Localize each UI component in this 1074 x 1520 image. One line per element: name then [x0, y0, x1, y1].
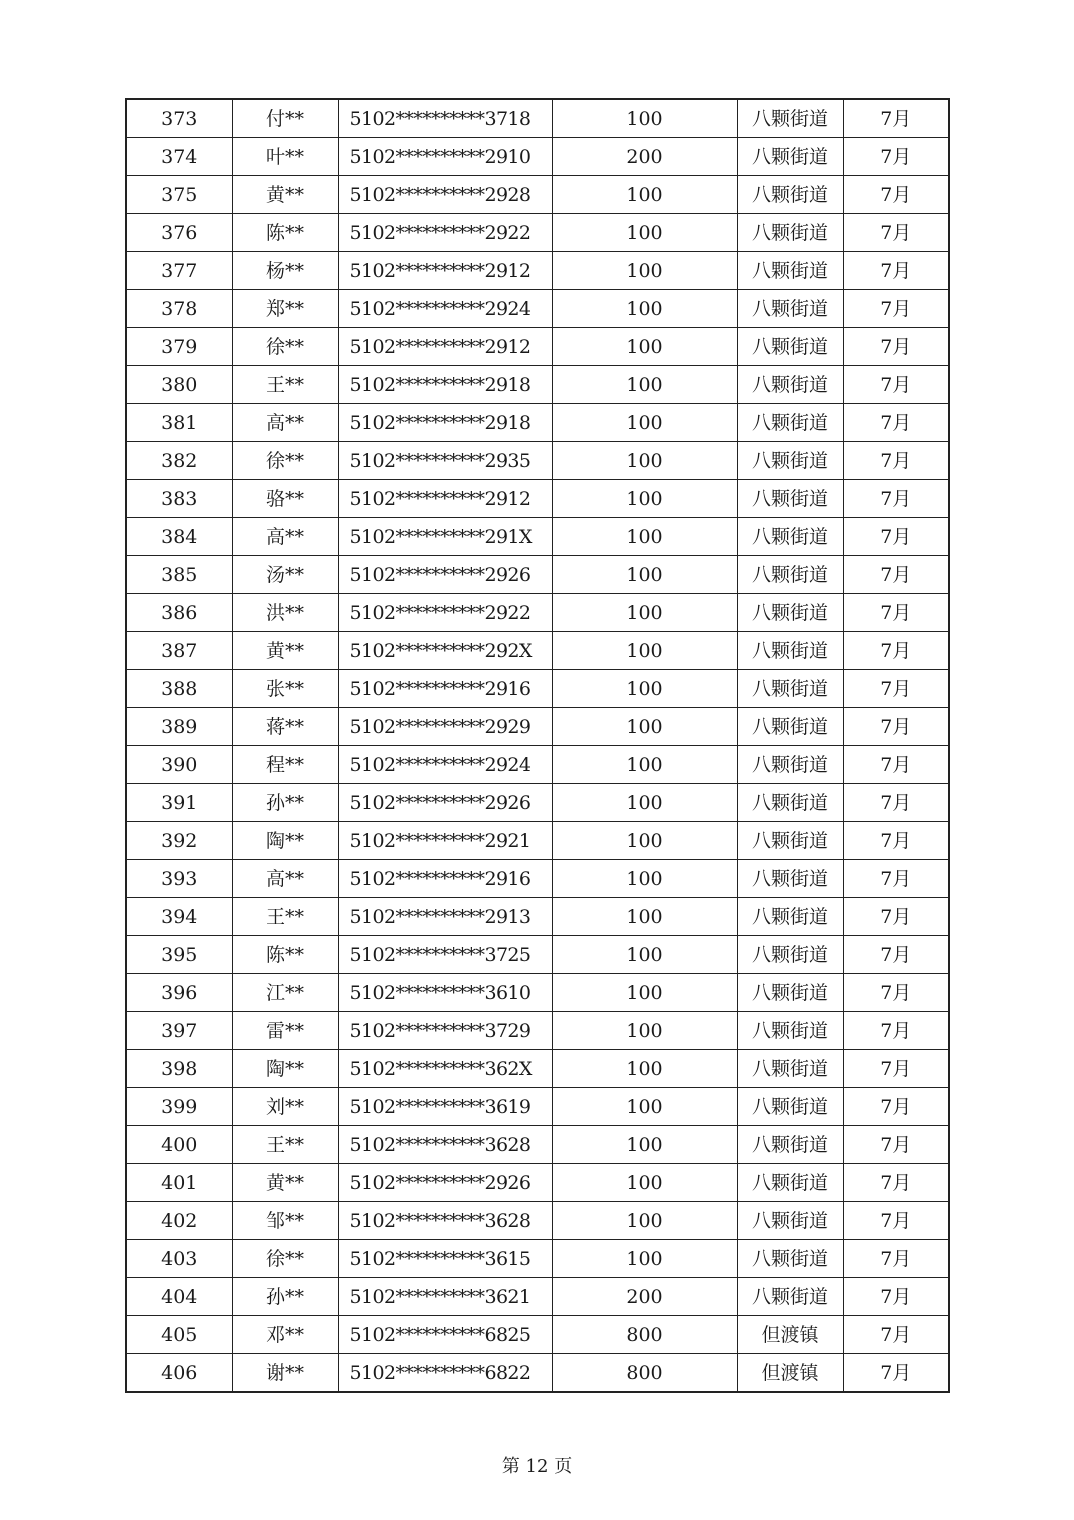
table-row — [126, 1316, 949, 1354]
cell-amount: 100 — [552, 594, 737, 632]
cell-area: 八颗街道 — [737, 1164, 843, 1202]
table-row — [126, 1088, 949, 1126]
cell-name: 付** — [232, 99, 338, 138]
cell-month: 7月 — [843, 556, 949, 594]
cell-month: 7月 — [843, 1088, 949, 1126]
cell-area: 八颗街道 — [737, 328, 843, 366]
cell-amount: 100 — [552, 746, 737, 784]
cell-id-number: 5102**********2926 — [338, 556, 552, 594]
cell-name: 王** — [232, 898, 338, 936]
cell-area: 八颗街道 — [737, 99, 843, 138]
cell-serial-number: 392 — [126, 822, 232, 860]
cell-id-number: 5102**********2918 — [338, 404, 552, 442]
cell-name: 孙** — [232, 1278, 338, 1316]
cell-name: 谢** — [232, 1354, 338, 1393]
cell-amount: 100 — [552, 632, 737, 670]
cell-amount: 100 — [552, 366, 737, 404]
cell-id-number: 5102**********2922 — [338, 594, 552, 632]
cell-month: 7月 — [843, 1202, 949, 1240]
cell-name: 郑** — [232, 290, 338, 328]
table-row — [126, 290, 949, 328]
cell-serial-number: 388 — [126, 670, 232, 708]
cell-serial-number: 376 — [126, 214, 232, 252]
cell-serial-number: 395 — [126, 936, 232, 974]
cell-amount: 100 — [552, 898, 737, 936]
table-row — [126, 1050, 949, 1088]
cell-month: 7月 — [843, 1012, 949, 1050]
cell-serial-number: 404 — [126, 1278, 232, 1316]
cell-month: 7月 — [843, 670, 949, 708]
cell-serial-number: 373 — [126, 99, 232, 138]
cell-area: 八颗街道 — [737, 214, 843, 252]
cell-amount: 100 — [552, 290, 737, 328]
cell-month: 7月 — [843, 1354, 949, 1393]
table-row — [126, 442, 949, 480]
cell-amount: 100 — [552, 214, 737, 252]
roster-table — [125, 98, 950, 1393]
cell-serial-number: 401 — [126, 1164, 232, 1202]
cell-serial-number: 393 — [126, 860, 232, 898]
cell-name: 叶** — [232, 138, 338, 176]
cell-serial-number: 384 — [126, 518, 232, 556]
cell-month: 7月 — [843, 974, 949, 1012]
cell-area: 八颗街道 — [737, 708, 843, 746]
cell-amount: 100 — [552, 1088, 737, 1126]
page-footer — [0, 1456, 1074, 1478]
cell-amount: 100 — [552, 404, 737, 442]
cell-area: 八颗街道 — [737, 1202, 843, 1240]
cell-serial-number: 394 — [126, 898, 232, 936]
cell-area: 八颗街道 — [737, 1126, 843, 1164]
page-number: 12 — [525, 1456, 549, 1477]
cell-amount: 800 — [552, 1354, 737, 1393]
table-row — [126, 1278, 949, 1316]
table-row — [126, 1012, 949, 1050]
cell-name: 洪** — [232, 594, 338, 632]
roster-table-body — [126, 99, 949, 1392]
cell-area: 八颗街道 — [737, 1050, 843, 1088]
cell-id-number: 5102**********2916 — [338, 670, 552, 708]
cell-id-number: 5102**********3725 — [338, 936, 552, 974]
cell-area: 八颗街道 — [737, 594, 843, 632]
cell-serial-number: 398 — [126, 1050, 232, 1088]
cell-amount: 100 — [552, 1050, 737, 1088]
cell-amount: 100 — [552, 670, 737, 708]
cell-month: 7月 — [843, 936, 949, 974]
table-row — [126, 1240, 949, 1278]
cell-area: 八颗街道 — [737, 556, 843, 594]
cell-serial-number: 403 — [126, 1240, 232, 1278]
cell-serial-number: 396 — [126, 974, 232, 1012]
cell-id-number: 5102**********2913 — [338, 898, 552, 936]
cell-id-number: 5102**********6822 — [338, 1354, 552, 1393]
cell-id-number: 5102**********2926 — [338, 784, 552, 822]
cell-id-number: 5102**********3718 — [338, 99, 552, 138]
cell-area: 八颗街道 — [737, 404, 843, 442]
cell-id-number: 5102**********6825 — [338, 1316, 552, 1354]
table-row — [126, 480, 949, 518]
cell-month: 7月 — [843, 518, 949, 556]
cell-name: 黄** — [232, 1164, 338, 1202]
cell-name: 江** — [232, 974, 338, 1012]
cell-amount: 100 — [552, 708, 737, 746]
cell-serial-number: 378 — [126, 290, 232, 328]
cell-area: 八颗街道 — [737, 1278, 843, 1316]
cell-area: 八颗街道 — [737, 822, 843, 860]
cell-area: 八颗街道 — [737, 898, 843, 936]
table-row — [126, 1354, 949, 1393]
cell-month: 7月 — [843, 138, 949, 176]
table-row — [126, 138, 949, 176]
cell-month: 7月 — [843, 1164, 949, 1202]
cell-month: 7月 — [843, 214, 949, 252]
cell-id-number: 5102**********2912 — [338, 252, 552, 290]
cell-name: 邹** — [232, 1202, 338, 1240]
cell-serial-number: 382 — [126, 442, 232, 480]
cell-id-number: 5102**********2912 — [338, 480, 552, 518]
cell-area: 八颗街道 — [737, 442, 843, 480]
cell-amount: 100 — [552, 480, 737, 518]
cell-amount: 100 — [552, 1240, 737, 1278]
cell-id-number: 5102**********2928 — [338, 176, 552, 214]
cell-id-number: 5102**********2929 — [338, 708, 552, 746]
cell-id-number: 5102**********362X — [338, 1050, 552, 1088]
cell-amount: 100 — [552, 556, 737, 594]
cell-amount: 100 — [552, 518, 737, 556]
cell-amount: 100 — [552, 1012, 737, 1050]
cell-month: 7月 — [843, 784, 949, 822]
footer-prefix: 第 — [501, 1456, 520, 1477]
cell-name: 高** — [232, 860, 338, 898]
cell-area: 八颗街道 — [737, 746, 843, 784]
cell-id-number: 5102**********2922 — [338, 214, 552, 252]
cell-amount: 800 — [552, 1316, 737, 1354]
cell-name: 骆** — [232, 480, 338, 518]
cell-serial-number: 377 — [126, 252, 232, 290]
cell-id-number: 5102**********3619 — [338, 1088, 552, 1126]
cell-serial-number: 399 — [126, 1088, 232, 1126]
table-row — [126, 936, 949, 974]
cell-id-number: 5102**********3621 — [338, 1278, 552, 1316]
cell-id-number: 5102**********2924 — [338, 746, 552, 784]
cell-month: 7月 — [843, 822, 949, 860]
cell-month: 7月 — [843, 1240, 949, 1278]
cell-area: 八颗街道 — [737, 1088, 843, 1126]
table-row — [126, 594, 949, 632]
cell-month: 7月 — [843, 860, 949, 898]
table-row — [126, 366, 949, 404]
cell-month: 7月 — [843, 1278, 949, 1316]
cell-amount: 100 — [552, 822, 737, 860]
table-row — [126, 328, 949, 366]
cell-month: 7月 — [843, 99, 949, 138]
cell-name: 黄** — [232, 176, 338, 214]
cell-area: 八颗街道 — [737, 1012, 843, 1050]
cell-id-number: 5102**********3628 — [338, 1126, 552, 1164]
cell-month: 7月 — [843, 594, 949, 632]
table-row — [126, 99, 949, 138]
cell-name: 陈** — [232, 214, 338, 252]
cell-area: 八颗街道 — [737, 974, 843, 1012]
cell-serial-number: 386 — [126, 594, 232, 632]
cell-area: 但渡镇 — [737, 1354, 843, 1393]
cell-month: 7月 — [843, 746, 949, 784]
cell-month: 7月 — [843, 290, 949, 328]
cell-serial-number: 387 — [126, 632, 232, 670]
table-row — [126, 822, 949, 860]
cell-serial-number: 405 — [126, 1316, 232, 1354]
table-row — [126, 746, 949, 784]
cell-area: 八颗街道 — [737, 252, 843, 290]
cell-serial-number: 406 — [126, 1354, 232, 1393]
cell-amount: 100 — [552, 784, 737, 822]
cell-month: 7月 — [843, 898, 949, 936]
cell-serial-number: 375 — [126, 176, 232, 214]
cell-month: 7月 — [843, 1316, 949, 1354]
table-row — [126, 252, 949, 290]
cell-name: 陈** — [232, 936, 338, 974]
cell-amount: 100 — [552, 974, 737, 1012]
cell-amount: 100 — [552, 176, 737, 214]
cell-serial-number: 385 — [126, 556, 232, 594]
cell-name: 蒋** — [232, 708, 338, 746]
table-row — [126, 404, 949, 442]
table-row — [126, 214, 949, 252]
cell-name: 徐** — [232, 328, 338, 366]
cell-name: 杨** — [232, 252, 338, 290]
table-row — [126, 1202, 949, 1240]
cell-area: 八颗街道 — [737, 936, 843, 974]
cell-serial-number: 397 — [126, 1012, 232, 1050]
cell-amount: 100 — [552, 442, 737, 480]
cell-month: 7月 — [843, 442, 949, 480]
cell-serial-number: 402 — [126, 1202, 232, 1240]
cell-month: 7月 — [843, 176, 949, 214]
cell-serial-number: 374 — [126, 138, 232, 176]
cell-amount: 100 — [552, 936, 737, 974]
cell-name: 高** — [232, 518, 338, 556]
cell-area: 八颗街道 — [737, 138, 843, 176]
cell-name: 王** — [232, 1126, 338, 1164]
cell-month: 7月 — [843, 328, 949, 366]
cell-serial-number: 389 — [126, 708, 232, 746]
table-row — [126, 518, 949, 556]
cell-id-number: 5102**********291X — [338, 518, 552, 556]
cell-serial-number: 383 — [126, 480, 232, 518]
cell-id-number: 5102**********2910 — [338, 138, 552, 176]
cell-name: 徐** — [232, 1240, 338, 1278]
cell-amount: 100 — [552, 860, 737, 898]
cell-area: 八颗街道 — [737, 784, 843, 822]
cell-month: 7月 — [843, 480, 949, 518]
cell-month: 7月 — [843, 1126, 949, 1164]
table-row — [126, 632, 949, 670]
cell-id-number: 5102**********2921 — [338, 822, 552, 860]
cell-id-number: 5102**********2918 — [338, 366, 552, 404]
cell-amount: 100 — [552, 99, 737, 138]
cell-name: 高** — [232, 404, 338, 442]
table-row — [126, 670, 949, 708]
cell-id-number: 5102**********3729 — [338, 1012, 552, 1050]
cell-serial-number: 380 — [126, 366, 232, 404]
cell-id-number: 5102**********2926 — [338, 1164, 552, 1202]
cell-serial-number: 379 — [126, 328, 232, 366]
cell-id-number: 5102**********3610 — [338, 974, 552, 1012]
cell-month: 7月 — [843, 708, 949, 746]
cell-name: 王** — [232, 366, 338, 404]
cell-name: 徐** — [232, 442, 338, 480]
cell-amount: 100 — [552, 252, 737, 290]
cell-area: 但渡镇 — [737, 1316, 843, 1354]
cell-name: 雷** — [232, 1012, 338, 1050]
cell-area: 八颗街道 — [737, 1240, 843, 1278]
table-row — [126, 974, 949, 1012]
cell-amount: 100 — [552, 1202, 737, 1240]
cell-name: 张** — [232, 670, 338, 708]
cell-amount: 100 — [552, 1164, 737, 1202]
table-row — [126, 860, 949, 898]
table-row — [126, 708, 949, 746]
cell-amount: 200 — [552, 138, 737, 176]
cell-area: 八颗街道 — [737, 670, 843, 708]
cell-month: 7月 — [843, 404, 949, 442]
cell-month: 7月 — [843, 1050, 949, 1088]
cell-name: 刘** — [232, 1088, 338, 1126]
table-row — [126, 556, 949, 594]
cell-id-number: 5102**********3615 — [338, 1240, 552, 1278]
cell-name: 汤** — [232, 556, 338, 594]
cell-id-number: 5102**********2916 — [338, 860, 552, 898]
table-row — [126, 784, 949, 822]
cell-serial-number: 400 — [126, 1126, 232, 1164]
cell-area: 八颗街道 — [737, 518, 843, 556]
cell-name: 邓** — [232, 1316, 338, 1354]
cell-name: 陶** — [232, 822, 338, 860]
cell-month: 7月 — [843, 366, 949, 404]
cell-month: 7月 — [843, 252, 949, 290]
cell-area: 八颗街道 — [737, 290, 843, 328]
cell-area: 八颗街道 — [737, 480, 843, 518]
cell-amount: 100 — [552, 328, 737, 366]
cell-name: 程** — [232, 746, 338, 784]
table-row — [126, 176, 949, 214]
cell-id-number: 5102**********2935 — [338, 442, 552, 480]
cell-id-number: 5102**********292X — [338, 632, 552, 670]
table-row — [126, 898, 949, 936]
cell-amount: 100 — [552, 1126, 737, 1164]
cell-id-number: 5102**********3628 — [338, 1202, 552, 1240]
cell-id-number: 5102**********2912 — [338, 328, 552, 366]
cell-area: 八颗街道 — [737, 632, 843, 670]
cell-name: 陶** — [232, 1050, 338, 1088]
cell-serial-number: 381 — [126, 404, 232, 442]
cell-amount: 200 — [552, 1278, 737, 1316]
cell-id-number: 5102**********2924 — [338, 290, 552, 328]
cell-serial-number: 390 — [126, 746, 232, 784]
footer-suffix: 页 — [554, 1456, 573, 1477]
table-row — [126, 1126, 949, 1164]
cell-area: 八颗街道 — [737, 176, 843, 214]
cell-serial-number: 391 — [126, 784, 232, 822]
table-row — [126, 1164, 949, 1202]
cell-name: 孙** — [232, 784, 338, 822]
cell-area: 八颗街道 — [737, 860, 843, 898]
cell-area: 八颗街道 — [737, 366, 843, 404]
cell-month: 7月 — [843, 632, 949, 670]
cell-name: 黄** — [232, 632, 338, 670]
